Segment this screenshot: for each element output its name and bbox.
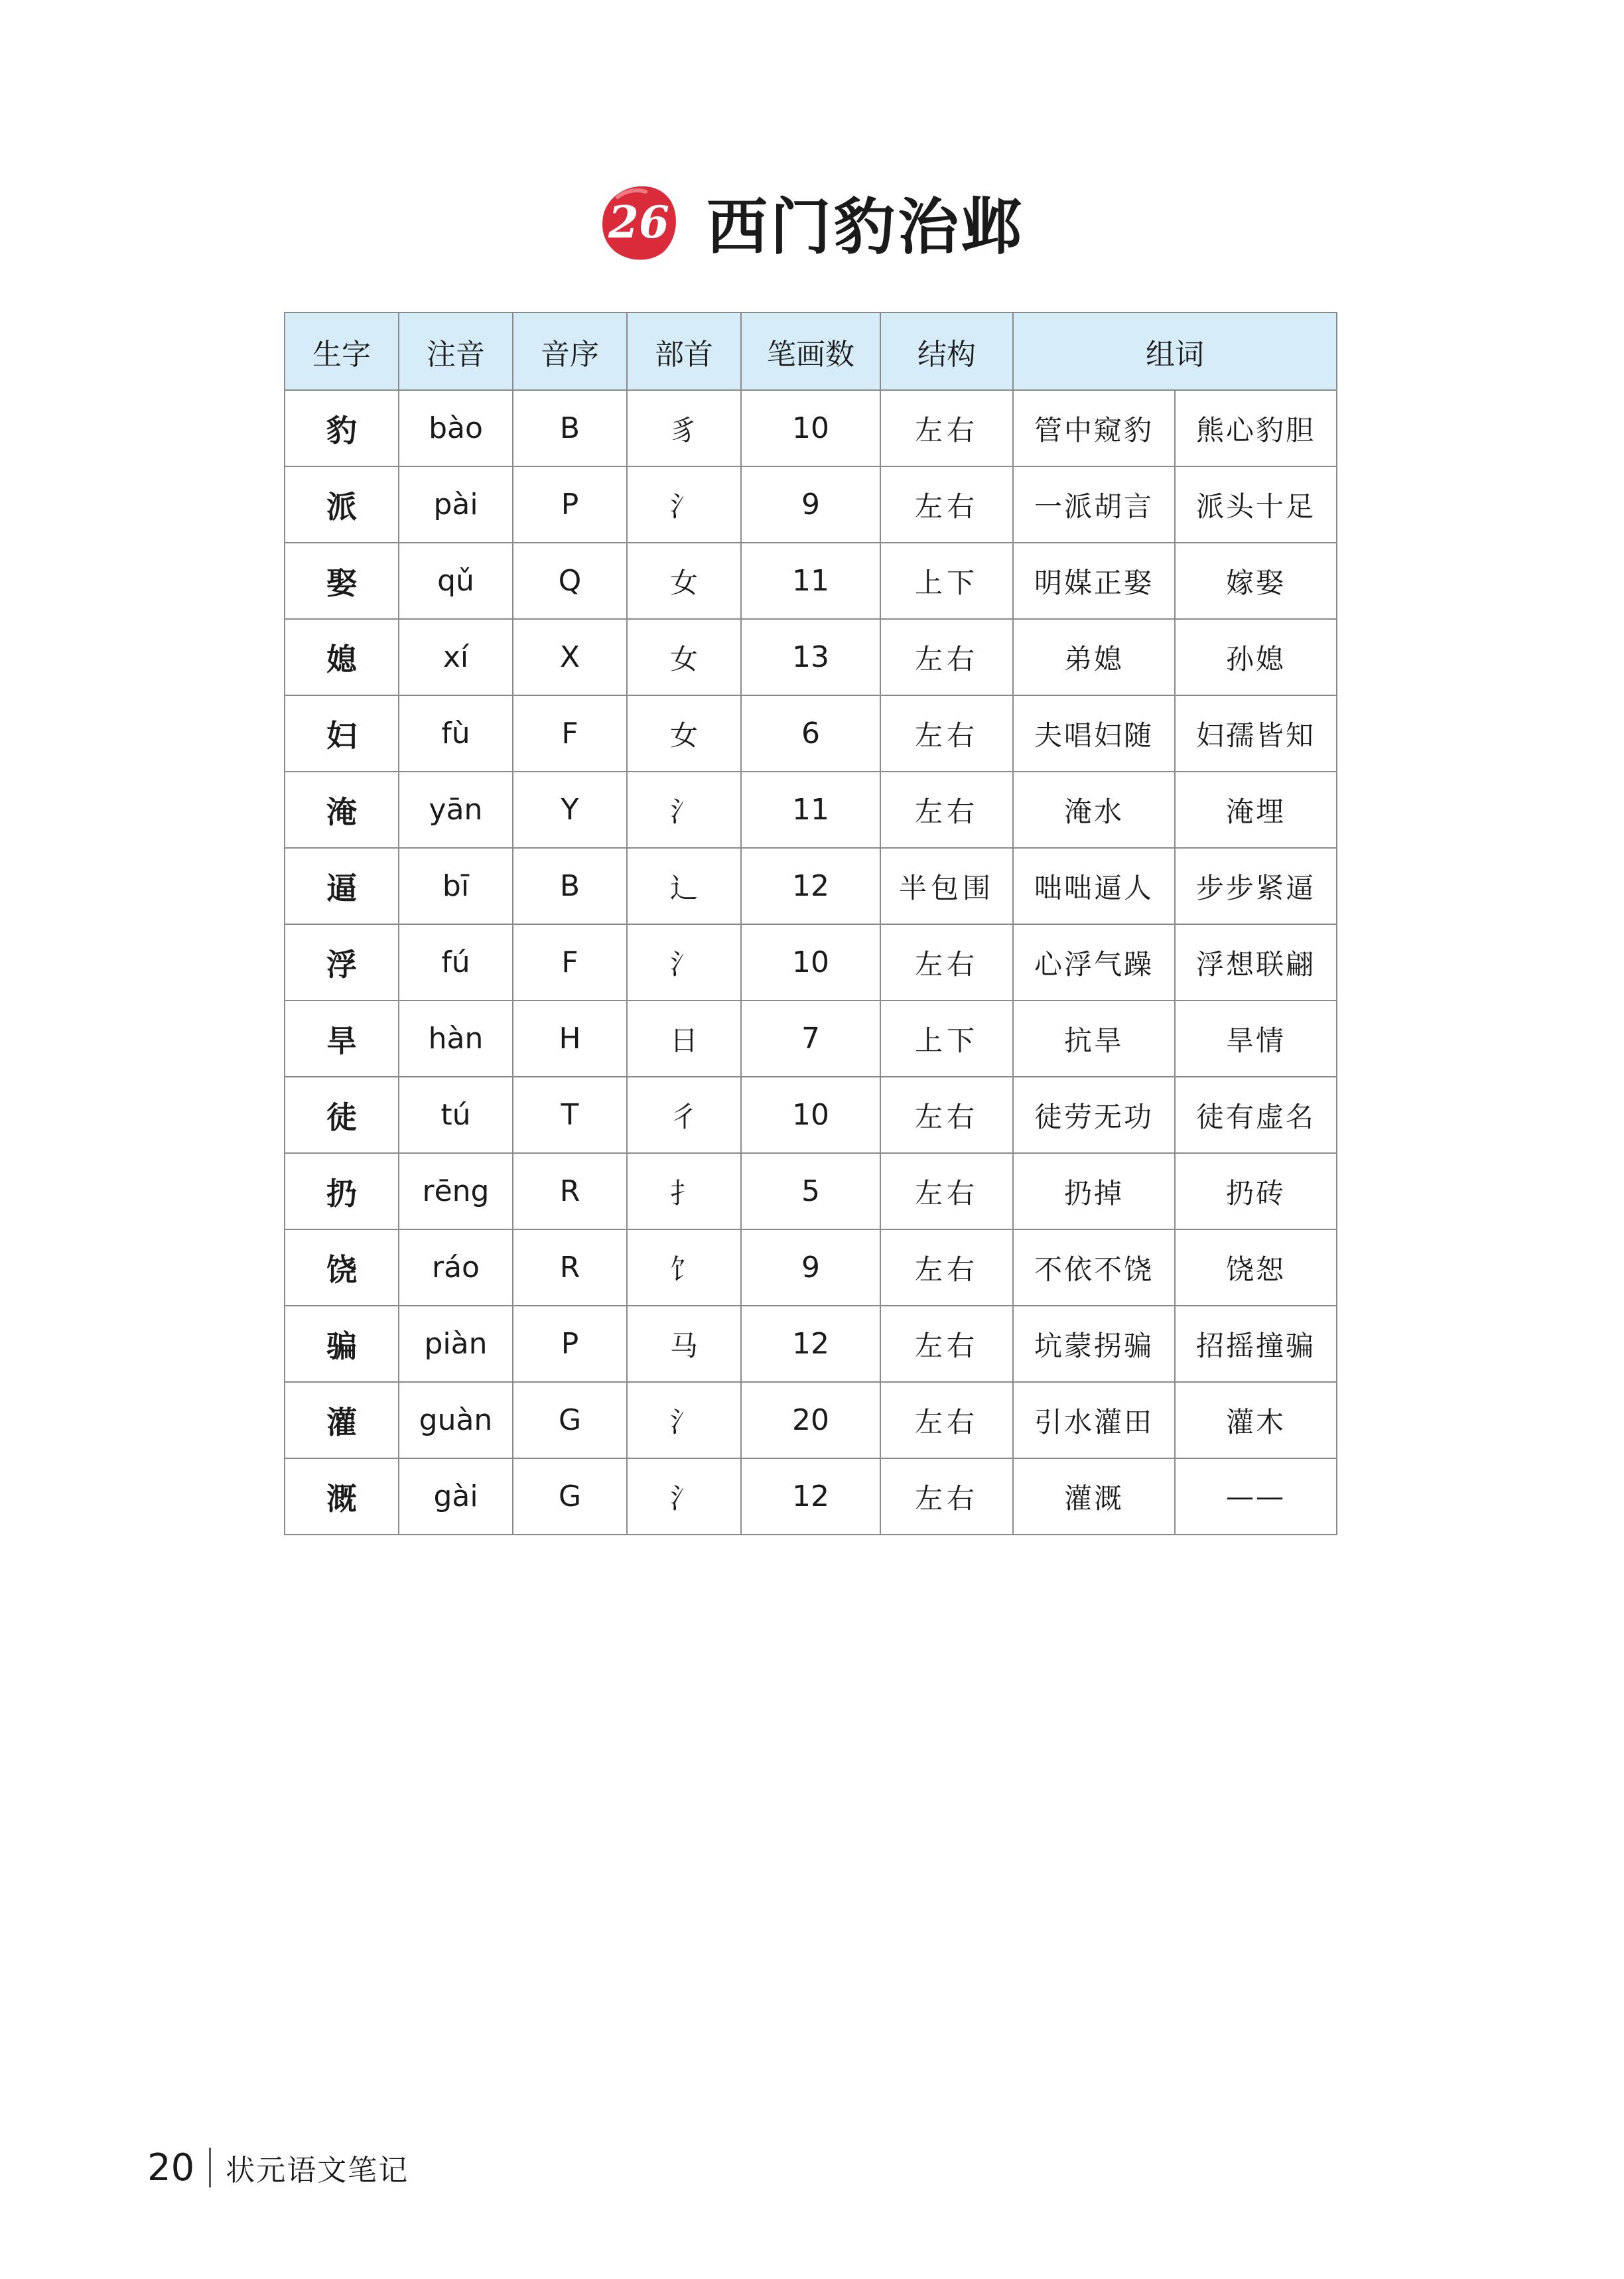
cell-word-2: 灌木 (1175, 1382, 1337, 1458)
table-row (285, 1306, 1337, 1382)
cell-pinyin: rēng (399, 1153, 513, 1229)
table-row (285, 390, 1337, 466)
cell-char: 豹 (285, 390, 399, 466)
cell-letter: T (513, 1077, 627, 1153)
cell-word-1: 明媒正娶 (1013, 543, 1175, 619)
cell-word-1: 夫唱妇随 (1013, 695, 1175, 772)
cell-word-2: 招摇撞骗 (1175, 1306, 1337, 1382)
cell-pinyin: piàn (399, 1306, 513, 1382)
cell-radical: 氵 (627, 1382, 741, 1458)
cell-strokes: 10 (741, 924, 880, 1001)
cell-structure: 左右 (880, 924, 1013, 1001)
cell-structure: 左右 (880, 466, 1013, 543)
cell-char: 灌 (285, 1382, 399, 1458)
cell-word-1: 不依不饶 (1013, 1229, 1175, 1306)
cell-strokes: 5 (741, 1153, 880, 1229)
table-row (285, 1001, 1337, 1077)
cell-structure: 左右 (880, 772, 1013, 848)
cell-pinyin: yān (399, 772, 513, 848)
table-row (285, 1458, 1337, 1535)
lesson-header (0, 169, 1624, 275)
cell-letter: B (513, 848, 627, 924)
cell-word-2: 熊心豹胆 (1175, 390, 1337, 466)
footer-divider (209, 2148, 211, 2187)
cell-radical: 女 (627, 695, 741, 772)
cell-structure: 左右 (880, 695, 1013, 772)
cell-structure: 左右 (880, 1229, 1013, 1306)
table-body (285, 390, 1337, 1535)
cell-char: 骗 (285, 1306, 399, 1382)
table-row (285, 924, 1337, 1001)
table-row (285, 772, 1337, 848)
cell-char: 派 (285, 466, 399, 543)
cell-pinyin: tú (399, 1077, 513, 1153)
table-header-row (285, 312, 1337, 390)
lesson-number: 26 (608, 196, 669, 248)
cell-word-1: 一派胡言 (1013, 466, 1175, 543)
cell-strokes: 6 (741, 695, 880, 772)
cell-char: 浮 (285, 924, 399, 1001)
cell-letter: F (513, 695, 627, 772)
cell-word-2: 饶恕 (1175, 1229, 1337, 1306)
cell-char: 旱 (285, 1001, 399, 1077)
table-row (285, 695, 1337, 772)
cell-radical: 氵 (627, 924, 741, 1001)
cell-char: 徒 (285, 1077, 399, 1153)
header-cell-pinyin: 注音 (399, 312, 513, 390)
cell-strokes: 12 (741, 848, 880, 924)
cell-letter: R (513, 1153, 627, 1229)
cell-pinyin: qǔ (399, 543, 513, 619)
cell-structure: 左右 (880, 1458, 1013, 1535)
cell-structure: 左右 (880, 390, 1013, 466)
cell-word-2: 徒有虚名 (1175, 1077, 1337, 1153)
cell-word-2: 派头十足 (1175, 466, 1337, 543)
cell-letter: R (513, 1229, 627, 1306)
cell-letter: P (513, 1306, 627, 1382)
cell-letter: Q (513, 543, 627, 619)
header-cell-structure: 结构 (880, 312, 1013, 390)
cell-letter: P (513, 466, 627, 543)
cell-strokes: 13 (741, 619, 880, 695)
cell-word-1: 咄咄逼人 (1013, 848, 1175, 924)
cell-pinyin: bī (399, 848, 513, 924)
cell-pinyin: gài (399, 1458, 513, 1535)
cell-strokes: 12 (741, 1306, 880, 1382)
cell-strokes: 10 (741, 390, 880, 466)
table-row (285, 466, 1337, 543)
header-cell-char: 生字 (285, 312, 399, 390)
cell-letter: G (513, 1458, 627, 1535)
cell-radical: 氵 (627, 1458, 741, 1535)
header-cell-radical: 部首 (627, 312, 741, 390)
cell-word-1: 引水灌田 (1013, 1382, 1175, 1458)
cell-word-2: 旱情 (1175, 1001, 1337, 1077)
cell-word-1: 心浮气躁 (1013, 924, 1175, 1001)
table-row (285, 1077, 1337, 1153)
cell-radical: 女 (627, 543, 741, 619)
cell-radical: 马 (627, 1306, 741, 1382)
cell-strokes: 11 (741, 772, 880, 848)
cell-structure: 左右 (880, 1382, 1013, 1458)
cell-letter: B (513, 390, 627, 466)
cell-word-2: 妇孺皆知 (1175, 695, 1337, 772)
cell-structure: 左右 (880, 1153, 1013, 1229)
cell-pinyin: guàn (399, 1382, 513, 1458)
page-number: 20 (147, 2146, 195, 2189)
character-table (284, 312, 1337, 1535)
cell-letter: F (513, 924, 627, 1001)
book-title: 状元语文笔记 (226, 2154, 409, 2187)
cell-word-2: 淹埋 (1175, 772, 1337, 848)
cell-strokes: 10 (741, 1077, 880, 1153)
table-row (285, 1229, 1337, 1306)
cell-word-2: 步步紧逼 (1175, 848, 1337, 924)
cell-radical: 饣 (627, 1229, 741, 1306)
cell-char: 妇 (285, 695, 399, 772)
cell-word-2: 扔砖 (1175, 1153, 1337, 1229)
cell-radical: 氵 (627, 772, 741, 848)
table-row (285, 1153, 1337, 1229)
cell-radical: 女 (627, 619, 741, 695)
cell-pinyin: ráo (399, 1229, 513, 1306)
cell-strokes: 7 (741, 1001, 880, 1077)
cell-word-2: 孙媳 (1175, 619, 1337, 695)
cell-word-2: 浮想联翩 (1175, 924, 1337, 1001)
cell-word-2: —— (1175, 1458, 1337, 1535)
header-cell-words: 组词 (1013, 312, 1337, 390)
cell-word-1: 坑蒙拐骗 (1013, 1306, 1175, 1382)
cell-word-1: 灌溉 (1013, 1458, 1175, 1535)
cell-char: 溉 (285, 1458, 399, 1535)
cell-structure: 上下 (880, 543, 1013, 619)
table-row (285, 1382, 1337, 1458)
cell-structure: 左右 (880, 1306, 1013, 1382)
cell-word-2: 嫁娶 (1175, 543, 1337, 619)
cell-radical: 氵 (627, 466, 741, 543)
table-row (285, 543, 1337, 619)
header-cell-letter: 音序 (513, 312, 627, 390)
cell-char: 娶 (285, 543, 399, 619)
cell-word-1: 管中窥豹 (1013, 390, 1175, 466)
table-row (285, 619, 1337, 695)
cell-strokes: 9 (741, 466, 880, 543)
cell-word-1: 淹水 (1013, 772, 1175, 848)
cell-radical: 彳 (627, 1077, 741, 1153)
header-cell-strokes: 笔画数 (741, 312, 880, 390)
cell-pinyin: hàn (399, 1001, 513, 1077)
cell-letter: G (513, 1382, 627, 1458)
lesson-title: 西门豹治邺 (706, 191, 1025, 263)
cell-structure: 半包围 (880, 848, 1013, 924)
cell-structure: 左右 (880, 1077, 1013, 1153)
lesson-number-badge (599, 182, 679, 262)
cell-radical: 辶 (627, 848, 741, 924)
cell-pinyin: fù (399, 695, 513, 772)
page-footer (147, 2144, 409, 2191)
cell-pinyin: bào (399, 390, 513, 466)
cell-char: 逼 (285, 848, 399, 924)
cell-pinyin: fú (399, 924, 513, 1001)
cell-strokes: 20 (741, 1382, 880, 1458)
cell-char: 媳 (285, 619, 399, 695)
cell-radical: 日 (627, 1001, 741, 1077)
cell-strokes: 12 (741, 1458, 880, 1535)
cell-word-1: 抗旱 (1013, 1001, 1175, 1077)
cell-structure: 上下 (880, 1001, 1013, 1077)
cell-letter: Y (513, 772, 627, 848)
cell-word-1: 扔掉 (1013, 1153, 1175, 1229)
cell-word-1: 徒劳无功 (1013, 1077, 1175, 1153)
table-row (285, 848, 1337, 924)
cell-strokes: 11 (741, 543, 880, 619)
cell-structure: 左右 (880, 619, 1013, 695)
cell-char: 饶 (285, 1229, 399, 1306)
cell-pinyin: xí (399, 619, 513, 695)
cell-char: 扔 (285, 1153, 399, 1229)
cell-radical: 扌 (627, 1153, 741, 1229)
cell-word-1: 弟媳 (1013, 619, 1175, 695)
cell-char: 淹 (285, 772, 399, 848)
cell-letter: X (513, 619, 627, 695)
cell-radical: 豸 (627, 390, 741, 466)
cell-strokes: 9 (741, 1229, 880, 1306)
cell-letter: H (513, 1001, 627, 1077)
cell-pinyin: pài (399, 466, 513, 543)
